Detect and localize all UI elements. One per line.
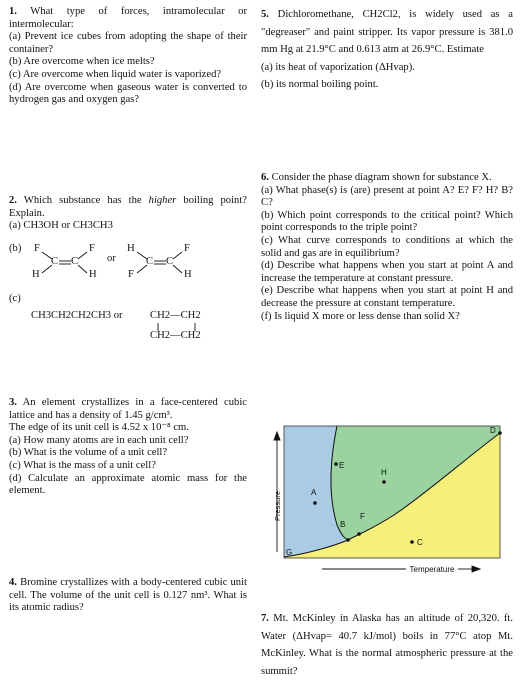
point-F-label: F — [360, 512, 365, 521]
part-a: (a) What phase(s) is (are) present at point A? E? F? H? B? C? — [261, 184, 513, 209]
pressure-label: Pressure — [273, 490, 282, 522]
point-D-label: D — [490, 426, 496, 435]
part-e: (e) Describe what happens when you start at point H and decrease the pressure at constant temperature. — [261, 285, 513, 309]
alkene-structures: (b) F H C C F H or H F C C F H — [9, 243, 249, 283]
part-d: (d) Describe what happens when you start at point A and increase the temperature at constant pressure. — [261, 260, 513, 284]
point-B-dot — [346, 538, 350, 542]
question-6 — [261, 172, 513, 323]
question-5 — [261, 6, 513, 94]
temperature-arrowhead — [472, 566, 480, 572]
part-f: (f) Is liquid X more or less dense than solid X? — [261, 310, 460, 322]
part-b: (b) Which point corresponds to the critical point? Which point corresponds to the triple point? — [261, 209, 513, 234]
point-G-label: G — [286, 548, 293, 557]
part-b: (b) Are overcome when ice melts? — [9, 56, 155, 68]
part-c-label: (c) — [9, 293, 21, 304]
question-7 — [261, 610, 513, 680]
part-a: (a) its heat of vaporization (ΔHvap). — [261, 61, 415, 73]
question-number: 4. — [9, 577, 17, 588]
part-b: (b) its normal boiling point. — [261, 79, 379, 90]
point-B-label: B — [340, 520, 346, 529]
question-number: 2. — [9, 195, 17, 206]
question-stem: An element crystallizes in a face-centered cubic lattice and has a density of 1.45 g/cm³. — [9, 397, 247, 421]
or-label: or — [107, 253, 116, 264]
question-number: 6. — [261, 172, 269, 183]
question-number: 3. — [9, 397, 17, 408]
question-number: 7. — [261, 613, 269, 624]
question-stem: Consider the phase diagram shown for substance X. — [271, 172, 492, 183]
point-A-label: A — [311, 488, 317, 497]
part-d: (d) Are overcome when gaseous water is converted to hydrogen gas and oxygen gas? — [9, 81, 247, 106]
part-b: (b) What is the volume of a unit cell? — [9, 447, 168, 459]
point-H-label: H — [381, 468, 387, 477]
cyclobutane-top: CH2—CH2 — [150, 310, 201, 321]
part-a: (a) CH3OH or CH3CH3 — [9, 220, 113, 232]
cyclobutane-bottom: CH2—CH2 — [150, 330, 201, 341]
ring-bonds — [9, 293, 249, 345]
point-A-dot — [313, 501, 317, 505]
point-C-label: C — [417, 538, 423, 547]
part-d: (d) Calculate an approximate atomic mass for the element. — [9, 472, 247, 497]
emphasis-higher: higher — [148, 195, 177, 206]
part-a: (a) Prevent ice cubes from adopting the shape of their container? — [9, 31, 247, 55]
butane-structures — [9, 293, 249, 345]
question-3 — [9, 397, 247, 498]
point-E-dot — [334, 462, 338, 466]
point-E-label: E — [339, 461, 345, 470]
question-stem: What type of forces, intramolecular or intermolecular: — [9, 6, 247, 30]
question-stem-2: The edge of its unit cell is 4.52 x 10⁻⁸ cm. — [9, 422, 189, 434]
pressure-arrowhead — [274, 432, 280, 440]
question-4 — [9, 577, 247, 615]
point-H-dot — [382, 480, 386, 484]
question-1 — [9, 6, 247, 107]
question-number: 5. — [261, 9, 269, 20]
temperature-label: Temperature — [409, 565, 455, 574]
part-a: (a) How many atoms are in each unit cell? — [9, 434, 189, 446]
point-C-dot — [410, 540, 414, 544]
question-2: 2. Which substance has the higher boiling point? Explain. (a) CH3OH or CH3CH3 — [9, 195, 247, 232]
point-D-dot — [498, 431, 502, 435]
butane-formula: CH3CH2CH2CH3 or — [31, 310, 123, 321]
part-c: (c) What curve corresponds to conditions at which the solid and gas are in equilibrium? — [261, 234, 513, 259]
point-F-dot — [357, 532, 361, 536]
part-c: (c) What is the mass of a unit cell? — [9, 459, 156, 471]
question-number: 1. — [9, 6, 17, 17]
part-b-label: (b) — [9, 243, 22, 254]
question-stem: Mt. McKinley in Alaska has an altitude of 20,320. ft. Water (ΔHvap= 40.7 kJ/mol) boils in 77°C atop Mt. McKinley. What is the normal atmospheric pressure at the summit? — [261, 613, 513, 677]
phase-diagram — [264, 420, 512, 580]
part-c: (c) Are overcome when liquid water is vaporized? — [9, 68, 222, 80]
question-stem: Dichloromethane, CH2Cl2, is widely used as a "degreaser" and paint stripper. Its vapor pressure is 381.0 mm Hg at 21.9°C and 0.613 atm at 26.9°C. Estimate — [261, 9, 513, 55]
question-stem: Bromine crystallizes with a body-centered cubic unit cell. The volume of the unit cell is 0.127 nm³. What is its atomic radius? — [9, 577, 247, 614]
